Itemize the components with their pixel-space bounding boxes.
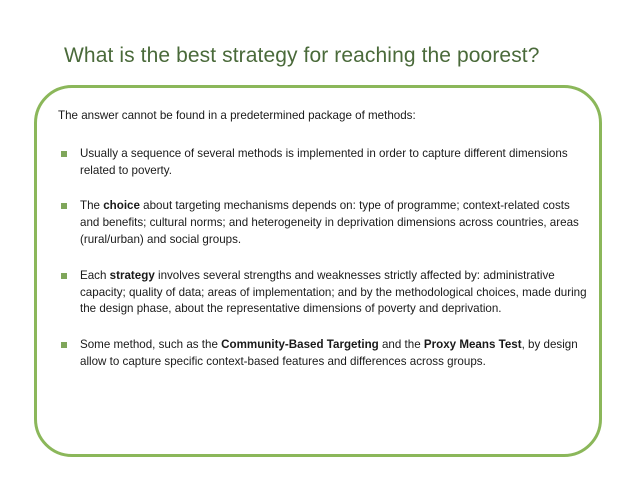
slide-title: What is the best strategy for reaching the poorest? [64,44,540,67]
bullet-bold-term-2: Proxy Means Test [423,338,522,352]
bullet-text-post: , by design allow to capture specific context-based features and differences across groups. [80,338,578,368]
intro-text: The answer cannot be found in a predetermined package of methods: [58,109,416,122]
square-bullet-icon [61,273,67,279]
bullet-item-3 [58,268,588,318]
bullet-text-pre: Each [80,268,110,282]
square-bullet-icon [61,151,67,157]
bullet-item-1 [58,146,588,180]
slide-content [58,108,588,390]
bullet-bold-term-1: Community-Based Targeting [221,338,379,352]
square-bullet-icon [61,342,67,348]
bullet-item-2 [58,198,588,248]
bullet-text-post: involves several strengths and weaknesses strictly affected by: administrative capacity; quality of data; areas of implementation; and by the methodological choices, made during the design phase, about the representative dimensions of poverty and deprivation. [80,268,587,316]
bullet-text-mid: and the [378,338,424,352]
bullet-bold-term: choice [103,199,140,213]
bullet-item-4 [58,337,588,371]
bullet-text-pre: Some method, such as the [80,338,222,352]
square-bullet-icon [61,203,67,209]
bullet-text-pre: The [80,199,104,213]
bullet-text-post: about targeting mechanisms depends on: type of programme; context-related costs and benefits; cultural norms; and heterogeneity in deprivation dimensions across countries, areas (rural/urban) and social groups. [80,199,579,246]
bullet-text: Usually a sequence of several methods is implemented in order to capture different dimensions related to poverty. [80,146,568,177]
bullet-bold-term: strategy [109,268,155,282]
